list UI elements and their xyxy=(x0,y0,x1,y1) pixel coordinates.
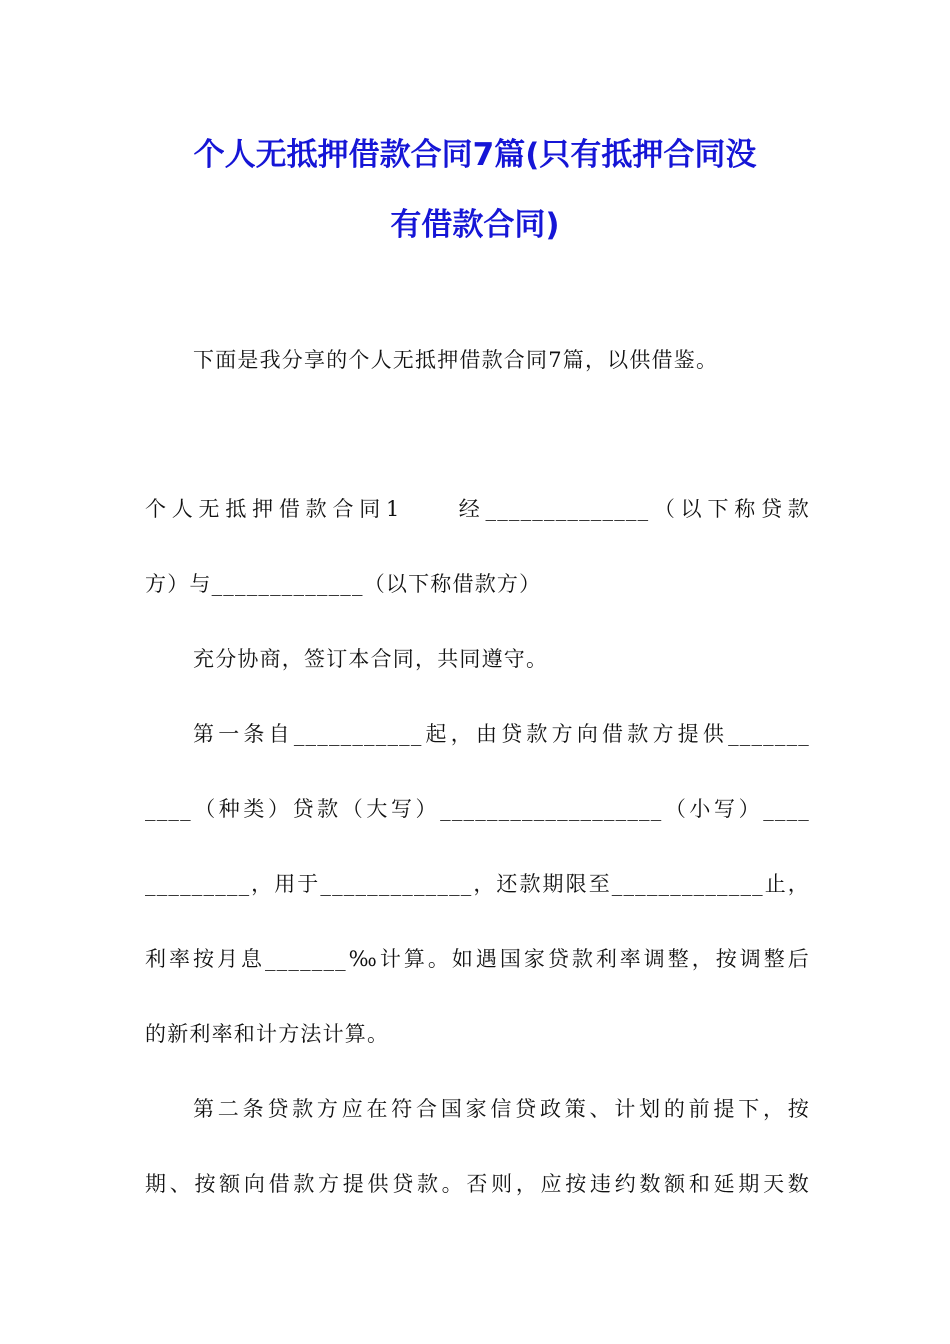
article-2-line: 第二条贷款方应在符合国家信贷政策、计划的前提下，按 xyxy=(193,1097,810,1121)
article-1-line: 第一条自___________起，由贷款方向借款方提供_______ xyxy=(193,722,810,746)
document-title-line-2: 有借款合同) xyxy=(390,207,560,243)
intro-paragraph: 下面是我分享的个人无抵押借款合同7篇，以供借鉴。 xyxy=(193,348,719,372)
article-1-line: _________，用于_____________，还款期限至_____________止， xyxy=(145,872,810,896)
document-title-line-1: 个人无抵押借款合同7篇(只有抵押合同没 xyxy=(193,137,757,173)
body-line: 充分协商，签订本合同，共同遵守。 xyxy=(193,647,549,671)
article-1-line: 的新利率和计方法计算。 xyxy=(145,1022,390,1046)
article-1-line: ____（种类）贷款（大写）___________________（小写）____ xyxy=(145,797,810,821)
article-2-line: 期、按额向借款方提供贷款。否则，应按违约数额和延期天数 xyxy=(145,1172,810,1196)
body-line: 方）与_____________（以下称借款方） xyxy=(145,572,542,596)
contract-heading-line: 个人无抵押借款合同1 经______________（以下称贷款 xyxy=(145,497,810,521)
article-1-line: 利率按月息_______‰计算。如遇国家贷款利率调整，按调整后 xyxy=(145,947,810,971)
